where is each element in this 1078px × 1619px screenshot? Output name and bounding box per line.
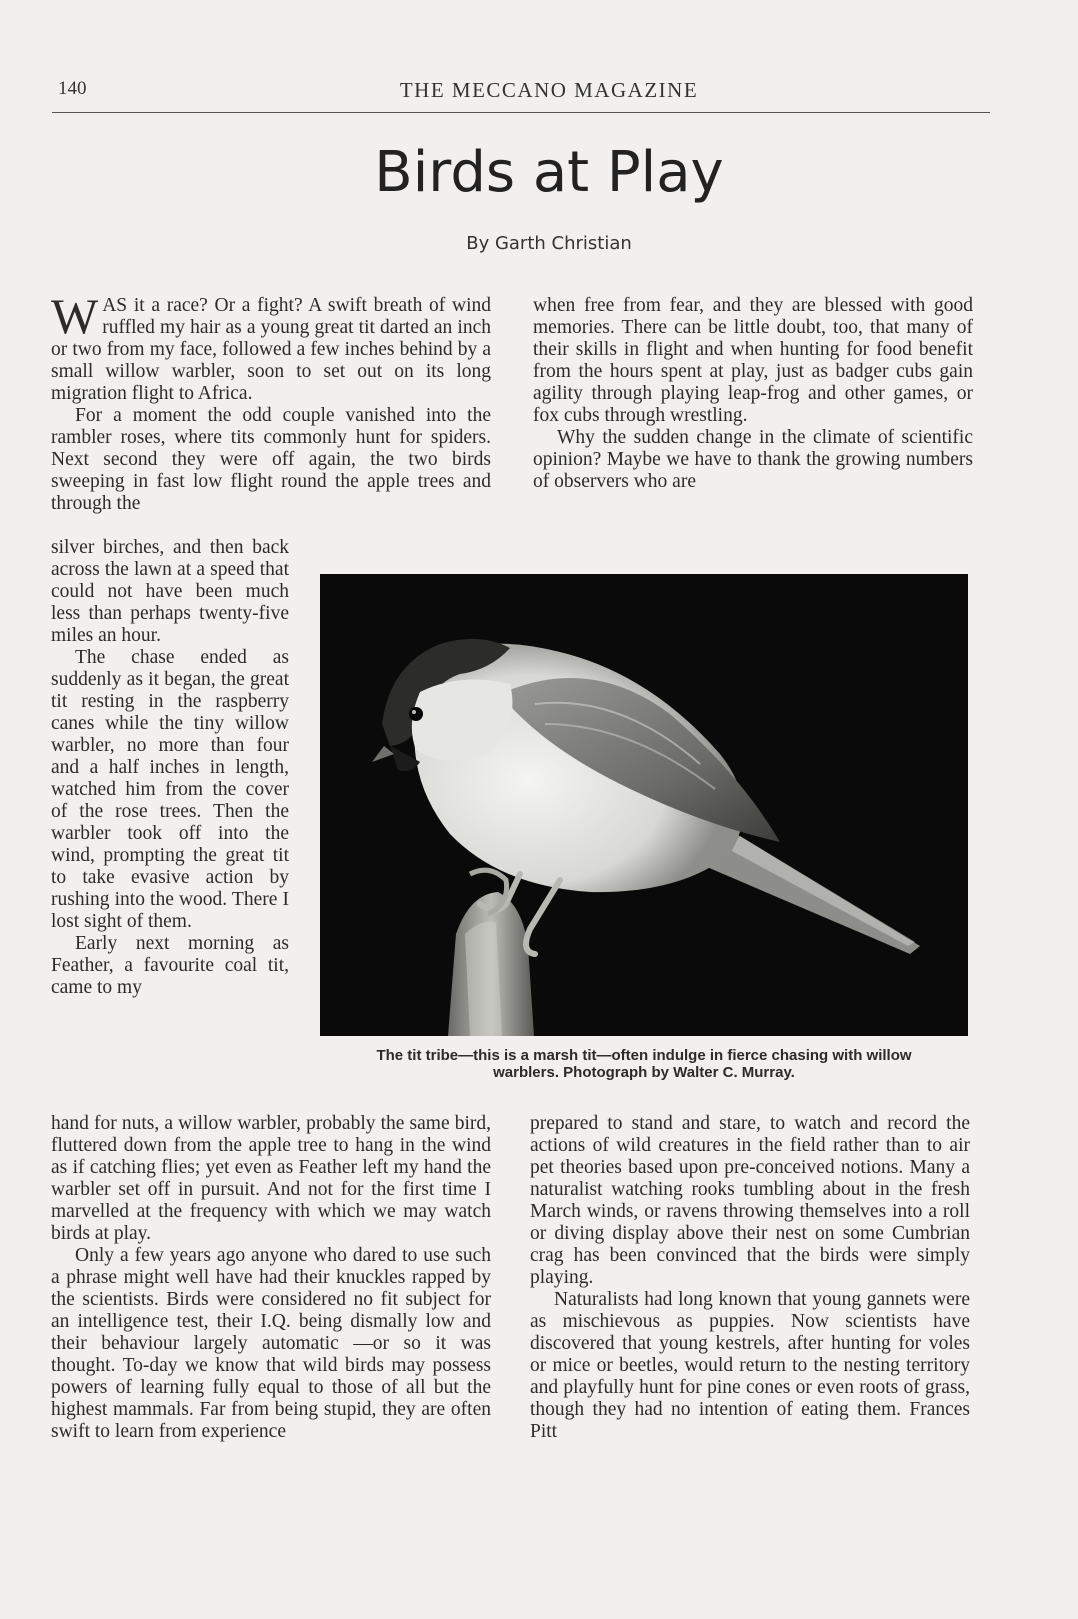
- paragraph-text: AS it a race? Or a fight? A swift breath of wind ruffled my hair as a young great tit darted an inch or two from my face, followed a few inches behind by a small willow warbler, soon to set out on its long migration flight to Africa.: [51, 295, 491, 404]
- paragraph: prepared to stand and stare, to watch and record the actions of wild creatures in the field rather than to air pet theories based upon pre-conceived notions. Many a naturalist watching rooks tumbling about in the fresh March winds, or ravens throwing themselves into a roll or diving display above their nest on some Cumbrian crag has been convinced that the birds were simply playing.: [530, 1113, 970, 1288]
- paragraph: when free from fear, and they are blessed with good memories. There can be little doubt, too, that many of their skills in flight and when hunting for food benefit from the hours spent at play, just as badger cubs gain agility through playing leap-frog and other games, or fox cubs through wrestling.: [533, 295, 973, 426]
- marsh-tit-photo: [320, 574, 968, 1036]
- paragraph: silver birches, and then back across the lawn at a speed that could not have been much less than perhaps twenty-five miles an hour.: [51, 537, 289, 646]
- column-1-bottom: [51, 1113, 491, 1443]
- running-title: THE MECCANO MAGAZINE: [399, 78, 699, 102]
- paragraph: The chase ended as suddenly as it began, the great tit resting in the raspberry canes while the tiny willow warbler, no more than four and a half inches in length, watched him from the cover of the rose trees. Then the warbler took off into the wind, prompting the great tit to take evasive action by rushing into the wood. There I lost sight of them.: [51, 647, 289, 932]
- article-title: Birds at Play: [374, 140, 724, 205]
- paragraph: Naturalists had long known that young gannets were as mischievous as puppies. Now scientists have discovered that young kestrels, after hunting for voles or mice or beetles, would return to the nesting territory and playfully hunt for pine cones or even roots of grass, though they had no intention of eating them. Frances Pitt: [530, 1289, 970, 1442]
- caption-line: The tit tribe—this is a marsh tit—often indulge in fierce chasing with willow: [376, 1047, 912, 1064]
- page-number: 140: [58, 78, 87, 99]
- caption-line: warblers. Photograph by Walter C. Murray.: [493, 1064, 795, 1081]
- paragraph: Why the sudden change in the climate of scientific opinion? Maybe we have to thank the growing numbers of observers who are: [533, 427, 973, 492]
- bird-illustration: [320, 574, 968, 1036]
- column-2-bottom: [530, 1113, 970, 1443]
- paragraph: hand for nuts, a willow warbler, probably the same bird, fluttered down from the apple tree to hang in the wind as if catching flies; yet even as Feather left my hand the warbler set off in pursuit. And not for the first time I marvelled at the frequency with which we may watch birds at play.: [51, 1113, 491, 1244]
- column-2-top: [533, 295, 973, 493]
- paragraph: Only a few years ago anyone who dared to use such a phrase might well have had their knuckles rapped by the scientists. Birds were considered no fit subject for an intelligence test, their I.Q. being dismally low and their behaviour largely automatic —or so it was thought. To-day we know that wild birds may possess powers of learning fully equal to those of all but the highest mammals. Far from being stupid, they are often swift to learn from experience: [51, 1245, 491, 1442]
- paragraph: [51, 288, 491, 405]
- paragraph: For a moment the odd couple vanished into the rambler roses, where tits commonly hunt for spiders. Next second they were off again, the two birds sweeping in fast low flight round the apple trees and through the: [51, 405, 491, 514]
- byline: By Garth Christian: [466, 233, 632, 254]
- column-1-narrow: [51, 537, 289, 999]
- paragraph: Early next morning as Feather, a favourite coal tit, came to my: [51, 933, 289, 998]
- column-1-top: [51, 288, 491, 515]
- header-rule: [52, 112, 990, 113]
- photo-caption: [316, 1047, 972, 1081]
- drop-cap: W: [51, 288, 99, 344]
